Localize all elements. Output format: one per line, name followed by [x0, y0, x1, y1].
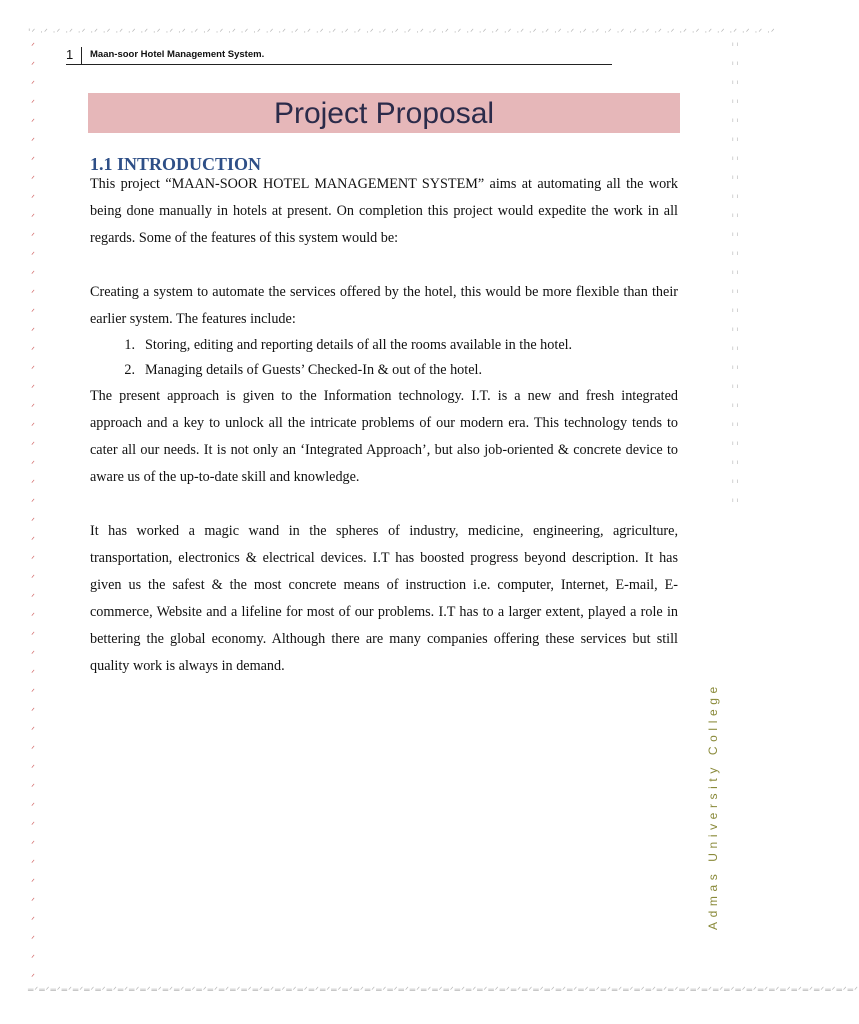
list-item	[90, 333, 678, 358]
header-title: Maan-soor Hotel Management System.	[90, 49, 265, 60]
side-label: Admas University College	[706, 682, 720, 930]
section-heading: 1.1 INTRODUCTION	[90, 154, 262, 174]
page-border-right: ᑊ ᑊ ᑊ ᑊ ᑊ ᑊ ᑊ ᑊ ᑊ ᑊ ᑊ ᑊ ᑊ ᑊ ᑊ ᑊ ᑊ ᑊ ᑊ ᑊ ᑊ ᑊ ᑊ ᑊ ᑊ ᑊ ᑊ ᑊ ᑊ ᑊ ᑊ ᑊ ᑊ ᑊ ᑊ ᑊ ᑊ ᑊ ᑊ ᑊ ᑊ ᑊ ᑊ ᑊ ᑊ ᑊ ᑊ ᑊ ᑊ ᑊ	[731, 42, 739, 508]
document-body	[90, 171, 678, 680]
features-list	[90, 333, 678, 383]
header-divider	[81, 47, 82, 64]
title-banner	[88, 93, 680, 133]
list-item	[90, 358, 678, 383]
page-border-left: ᐟ ᐟ ᐟ ᐟ ᐟ ᐟ ᐟ ᐟ ᐟ ᐟ ᐟ ᐟ ᐟ ᐟ ᐟ ᐟ ᐟ ᐟ ᐟ ᐟ ᐟ ᐟ ᐟ ᐟ ᐟ ᐟ ᐟ ᐟ ᐟ ᐟ ᐟ ᐟ ᐟ ᐟ ᐟ ᐟ ᐟ ᐟ ᐟ ᐟ ᐟ ᐟ ᐟ ᐟ ᐟ ᐟ ᐟ ᐟ ᐟ ᐟ	[31, 42, 35, 983]
paragraph-impact: It has worked a magic wand in the spheres of industry, medicine, engineering, agriculture, transportation, electronics & electrical devices. I.T has boosted progress beyond description. It has given us the safest & the most concrete means of instruction i.e. computer, Internet, E-mail, E-commerce, Website and a lifeline for most of our problems. I.T has to a larger extent, played a role in bettering the global economy. Although there are many companies offering these services but still quality work is always in demand.	[90, 523, 678, 674]
list-item-text: Managing details of Guests’ Checked-In & out of the hotel.	[145, 362, 483, 378]
list-item-number: 1.	[124, 337, 135, 353]
page-number: 1	[66, 47, 74, 62]
list-item-number: 2.	[124, 362, 135, 378]
paragraph-intro: This project “MAAN-SOOR HOTEL MANAGEMENT SYSTEM” aims at automating all the work being done manually in hotels at present. On completion this project would expedite the work in all regards. Some of the features of this system would be:	[90, 176, 678, 246]
page-title: Project Proposal	[273, 97, 495, 130]
page-border-bottom: ═ᐟ═ᐟ═ᐟ═ᐟ═ᐟ═ᐟ═ᐟ═ᐟ═ᐟ═ᐟ═ᐟ═ᐟ═ᐟ═ᐟ═ᐟ═ᐟ═ᐟ═ᐟ═ᐟ═ᐟ═ᐟ═ᐟ═ᐟ═ᐟ═ᐟ═ᐟ═ᐟ═ᐟ═ᐟ═ᐟ═ᐟ═ᐟ═ᐟ═ᐟ═ᐟ═ᐟ═ᐟ═ᐟ═ᐟ═ᐟ═ᐟ═ᐟ═ᐟ═ᐟ═ᐟ═ᐟ═ᐟ═ᐟ═ᐟ═ᐟ═ᐟ═ᐟ═ᐟ═ᐟ═ᐟ═ᐟ═ᐟ═ᐟ═ᐟ═ᐟ═ᐟ═ᐟ═ᐟ═ᐟ═ᐟ═ᐟ═ᐟ═ᐟ═ᐟ═ᐟ═ᐟ═ᐟ═ᐟ═ᐟ	[28, 986, 859, 996]
list-item-text: Storing, editing and reporting details of all the rooms available in the hotel.	[145, 337, 573, 353]
page-header	[66, 46, 612, 65]
paragraph-features-intro: Creating a system to automate the services offered by the hotel, this would be more flexible than their earlier system. The features include:	[90, 284, 678, 327]
paragraph-approach: The present approach is given to the Information technology. I.T. is a new and fresh integrated approach and a key to unlock all the intricate problems of our modern era. This technology tends to cater all our needs. It is not only an ‘Integrated Approach’, but also job-oriented & concrete device to aware us of the up-to-date skill and knowledge.	[90, 388, 678, 485]
page-border-top: 'ᐟ ·ᐟ ·ᐟ ·ᐟ ·ᐟ ·ᐟ ·ᐟ ·ᐟ ·ᐟ ·ᐟ ·ᐟ ·ᐟ ·ᐟ ·ᐟ ·ᐟ ·ᐟ ·ᐟ ·ᐟ ·ᐟ ·ᐟ ·ᐟ ·ᐟ ·ᐟ ·ᐟ ·ᐟ ·ᐟ ·ᐟ ·ᐟ ·ᐟ ·ᐟ ·ᐟ ·ᐟ ·ᐟ ·ᐟ ·ᐟ ·ᐟ ·ᐟ ·ᐟ ·ᐟ ·ᐟ ·ᐟ ·ᐟ ·ᐟ ·ᐟ ·ᐟ ·ᐟ ·ᐟ ·ᐟ ·ᐟ ·ᐟ ·ᐟ ·ᐟ ·ᐟ ·ᐟ ·ᐟ ·ᐟ ·ᐟ ·ᐟ ·ᐟ ·ᐟ	[28, 28, 776, 38]
